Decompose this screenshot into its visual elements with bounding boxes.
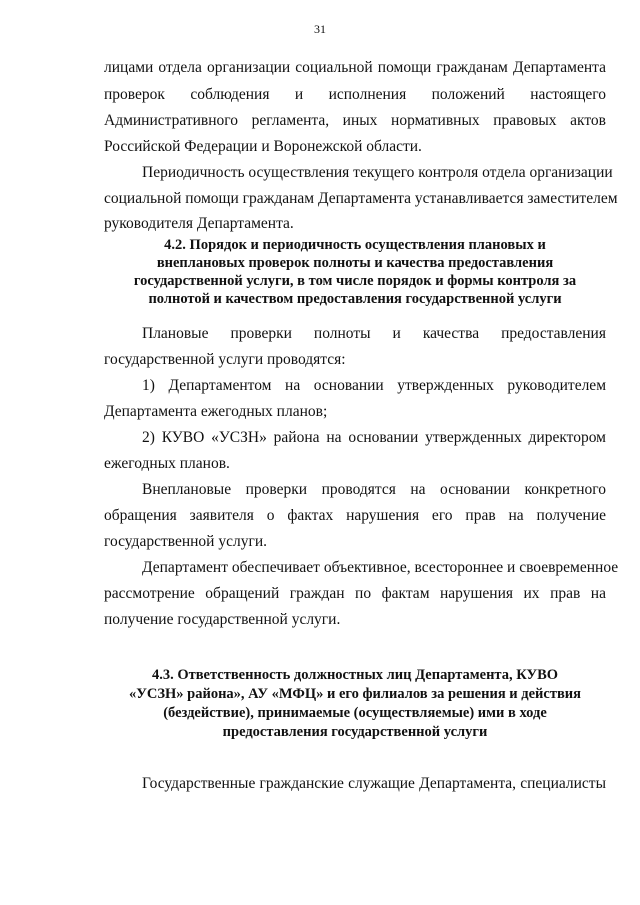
section-heading-line: предоставления государственной услуги xyxy=(222,724,488,740)
section-heading-line: «УСЗН» района», АУ «МФЦ» и его филиалов за решения и действия xyxy=(128,686,581,702)
section-heading-line: внеплановых проверок полноты и качества предоставления xyxy=(156,255,554,271)
section-heading-line: 4.2. Порядок и периодичность осуществления плановых и xyxy=(164,237,546,253)
text-line: 1) Департаментом на основании утвержденных руководителем xyxy=(142,377,606,394)
section-heading-line: полнотой и качеством предоставления государственной услуги xyxy=(148,291,562,307)
text-line: социальной помощи гражданам Департамента устанавливается заместителем xyxy=(104,190,618,207)
text-line: Периодичность осуществления текущего контроля отдела организации xyxy=(142,164,613,181)
text-line: ежегодных планов. xyxy=(104,455,230,472)
text-line: государственной услуги. xyxy=(104,533,267,550)
text-line: Внеплановые проверки проводятся на основании конкретного xyxy=(142,481,606,498)
text-line: рассмотрение обращений граждан по фактам нарушения их прав на xyxy=(104,585,606,602)
page-number: 31 xyxy=(314,22,326,36)
text-line: 2) КУВО «УСЗН» района на основании утвержденных директором xyxy=(142,429,606,446)
text-line: руководителя Департамента. xyxy=(104,215,294,232)
text-line: проверок соблюдения и исполнения положений настоящего xyxy=(104,86,606,103)
text-line: Департамента ежегодных планов; xyxy=(104,403,328,420)
text-line: обращения заявителя о фактах нарушения его прав на получение xyxy=(104,507,606,524)
section-heading-line: 4.3. Ответственность должностных лиц Департамента, КУВО xyxy=(151,667,559,683)
text-line: Плановые проверки полноты и качества предоставления xyxy=(142,325,606,342)
section-heading-line: государственной услуги, в том числе порядок и формы контроля за xyxy=(133,273,577,289)
text-line: Государственные гражданские служащие Департамента, специалисты xyxy=(142,775,606,792)
text-line: лицами отдела организации социальной помощи гражданам Департамента xyxy=(104,59,606,76)
text-line: получение государственной услуги. xyxy=(104,611,341,628)
text-line: государственной услуги проводятся: xyxy=(104,351,346,368)
text-line: Департамент обеспечивает объективное, всестороннее и своевременное xyxy=(142,559,619,576)
text-line: Российской Федерации и Воронежской области. xyxy=(104,138,422,155)
section-heading-line: (бездействие), принимаемые (осуществляемые) ими в ходе xyxy=(163,705,547,721)
text-line: Административного регламента, иных нормативных правовых актов xyxy=(104,112,606,129)
